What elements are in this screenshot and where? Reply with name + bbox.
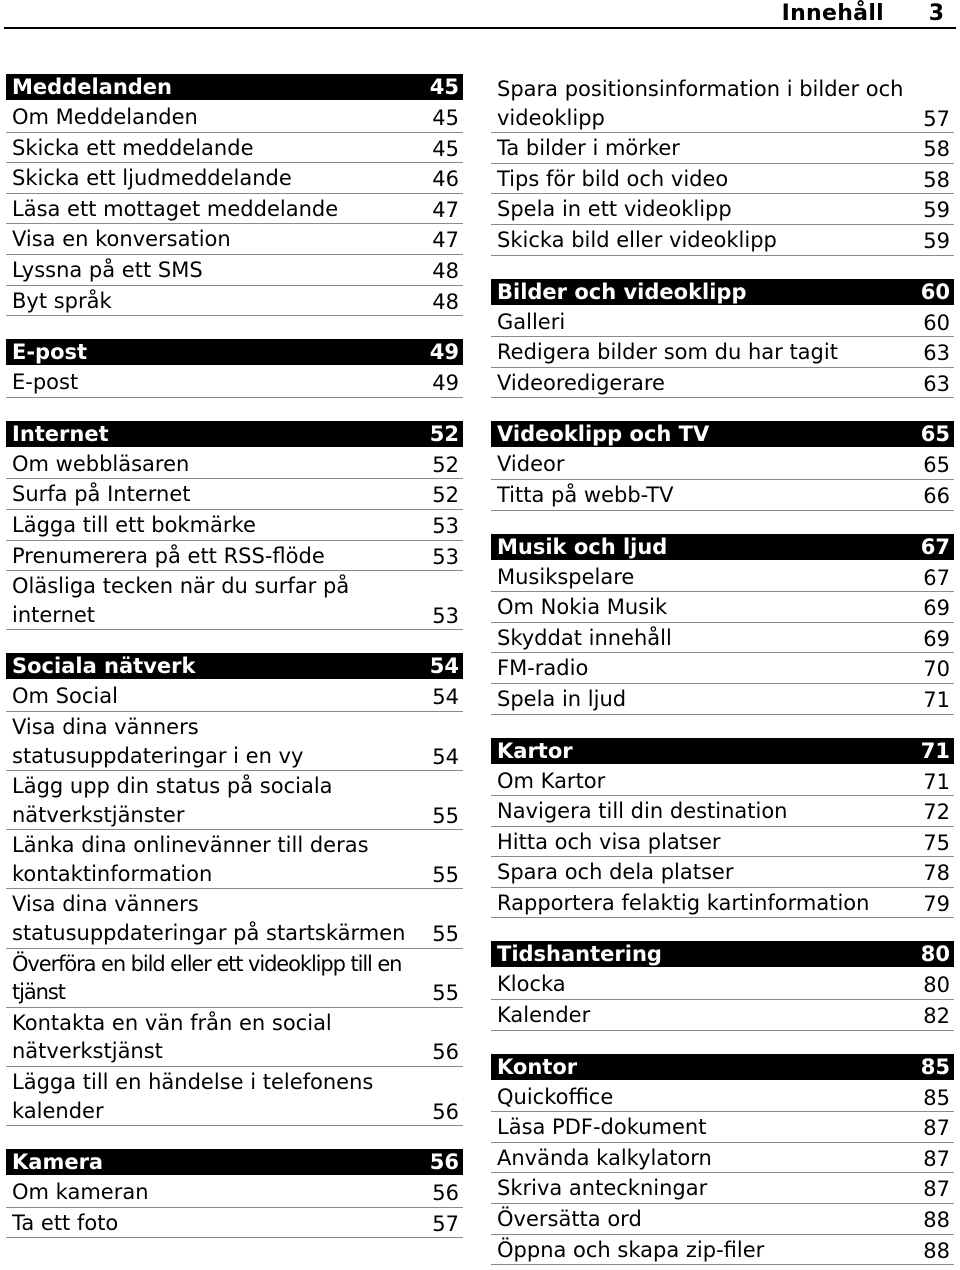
toc-entry[interactable]: [6, 890, 463, 948]
entry-page: 88: [923, 1238, 950, 1263]
entry-title: Ta bilder i mörker: [497, 136, 680, 161]
entry-title: Om webbläsaren: [12, 451, 190, 476]
toc-entry[interactable]: [491, 1144, 954, 1174]
page-title: Innehåll: [781, 1, 884, 26]
entry-page: 72: [923, 800, 950, 825]
entry-title: Lägg upp din status på sociala nätverkstjänster: [12, 774, 333, 827]
entry-title: E-post: [12, 370, 79, 395]
entry-title: Spela in ljud: [497, 686, 627, 711]
toc-entry[interactable]: [491, 593, 954, 623]
section-title: Sociala nätverk: [12, 654, 196, 679]
entry-title: Visa dina vänners statusuppdateringar i en vy: [12, 714, 304, 768]
toc-entry[interactable]: [491, 75, 954, 133]
entry-title: Spara och dela platser: [497, 860, 734, 885]
entry-page: 88: [923, 1208, 950, 1233]
entry-title: Om kameran: [12, 1180, 149, 1205]
entry-page: 49: [432, 371, 459, 396]
toc-entry[interactable]: [491, 828, 954, 858]
toc-entry[interactable]: [491, 1113, 954, 1143]
entry-page: 57: [923, 106, 950, 131]
entry-title: Öppna och skapa zip-filer: [497, 1237, 765, 1262]
toc-entry[interactable]: [6, 572, 463, 630]
section-page: 67: [920, 534, 950, 559]
entry-page: 82: [923, 1004, 950, 1029]
toc-entry[interactable]: [491, 970, 954, 1000]
entry-page: 55: [432, 922, 459, 947]
toc-entry[interactable]: [6, 368, 463, 398]
entry-title: Hitta och visa platser: [497, 829, 721, 854]
toc-entry[interactable]: [491, 226, 954, 256]
toc-entry[interactable]: [491, 369, 954, 399]
entry-title: Skicka ett ljudmeddelande: [12, 166, 292, 191]
entry-page: 71: [923, 687, 950, 712]
toc-entry[interactable]: [6, 1009, 463, 1067]
toc-section-musik-och-ljud: [491, 534, 954, 715]
entry-title: Om Kartor: [497, 768, 606, 793]
toc-entry[interactable]: [491, 481, 954, 511]
toc-entry[interactable]: [491, 1205, 954, 1235]
entry-page: 55: [432, 981, 459, 1006]
entry-page: 70: [923, 657, 950, 682]
entry-title: Skicka bild eller videoklipp: [497, 227, 777, 252]
entry-title: Kalender: [497, 1003, 591, 1028]
entry-title: Rapportera felaktig kartinformation: [497, 890, 870, 915]
toc-entry[interactable]: [491, 338, 954, 368]
entry-title: Skyddat innehåll: [497, 625, 672, 650]
entry-title: Surfa på Internet: [12, 482, 191, 507]
entry-title: Om Meddelanden: [12, 105, 198, 129]
toc-entry[interactable]: [491, 1236, 954, 1266]
entry-title: Kontakta en vän från en social nätverkstjänst: [12, 1010, 332, 1064]
section-heading[interactable]: [491, 534, 954, 560]
toc-section-kamera: [6, 1149, 463, 1238]
entry-title: Läsa PDF-dokument: [497, 1115, 707, 1140]
toc-entry[interactable]: [6, 831, 463, 889]
section-heading[interactable]: [491, 941, 954, 967]
entry-title: Lägga till en händelse i telefonens kalender: [12, 1070, 374, 1123]
toc-entry[interactable]: [6, 1178, 463, 1208]
entry-title: Klocka: [497, 972, 566, 997]
entry-title: Skriva anteckningar: [497, 1176, 708, 1201]
entry-page: 46: [432, 167, 459, 192]
entry-page: 53: [432, 544, 459, 569]
entry-page: 45: [432, 136, 459, 161]
toc-entry[interactable]: [6, 103, 463, 133]
toc-entry[interactable]: [491, 1083, 954, 1113]
toc-section-continued: [491, 75, 954, 256]
entry-page: 67: [923, 565, 950, 590]
entry-page: 55: [432, 862, 459, 887]
toc-entry[interactable]: [491, 654, 954, 684]
section-heading[interactable]: [6, 1149, 463, 1175]
toc-entry[interactable]: [6, 542, 463, 572]
toc-entry[interactable]: [491, 797, 954, 827]
toc-entry[interactable]: [6, 950, 463, 1008]
entry-page: 59: [923, 228, 950, 253]
section-heading[interactable]: [6, 339, 463, 365]
entry-title: Navigera till din destination: [497, 799, 788, 824]
entry-title: Ta ett foto: [12, 1210, 119, 1235]
toc-entry[interactable]: [6, 256, 463, 286]
entry-title: Quickoffice: [497, 1084, 614, 1109]
entry-page: 63: [923, 371, 950, 396]
toc-entry[interactable]: [491, 195, 954, 225]
entry-page: 54: [432, 685, 459, 710]
entry-page: 56: [432, 1181, 459, 1206]
entry-title: Prenumerera på ett RSS-flöde: [12, 543, 325, 568]
section-page: 60: [920, 279, 950, 304]
toc-entry[interactable]: [6, 225, 463, 255]
section-page: 65: [920, 422, 950, 447]
entry-title: Videor: [497, 452, 565, 477]
page-header: [4, 0, 956, 29]
entry-page: 60: [923, 310, 950, 335]
entry-page: 56: [432, 1040, 459, 1065]
toc-entry[interactable]: [491, 858, 954, 888]
toc-section-bilder-och-videoklipp: [491, 279, 954, 399]
toc-entry[interactable]: [491, 767, 954, 797]
entry-title: FM-radio: [497, 656, 589, 681]
section-title: E-post: [12, 340, 88, 365]
entry-page: 69: [923, 626, 950, 651]
entry-title: Lyssna på ett SMS: [12, 257, 203, 282]
toc-section-internet: [6, 421, 463, 631]
entry-page: 45: [432, 106, 459, 130]
toc-section-kontor: [491, 1054, 954, 1266]
toc-entry[interactable]: [6, 287, 463, 317]
toc-entry[interactable]: [6, 1068, 463, 1126]
toc-entry[interactable]: [6, 164, 463, 194]
entry-page: 87: [923, 1146, 950, 1171]
entry-page: 85: [923, 1085, 950, 1110]
toc-entry[interactable]: [491, 563, 954, 593]
section-page: 71: [920, 738, 950, 763]
toc-entry[interactable]: [6, 1209, 463, 1239]
section-heading[interactable]: [491, 738, 954, 764]
entry-title: Musikspelare: [497, 564, 635, 589]
entry-title: Om Nokia Musik: [497, 595, 668, 620]
entry-page: 58: [923, 167, 950, 192]
toc-entry[interactable]: [491, 624, 954, 654]
entry-page: 59: [923, 198, 950, 223]
section-title: Internet: [12, 421, 109, 446]
section-title: Bilder och videoklipp: [497, 279, 747, 304]
entry-title: Spara positionsinformation i bilder och videoklipp: [497, 77, 904, 130]
page-number: 3: [928, 1, 944, 26]
toc-entry[interactable]: [6, 134, 463, 164]
section-title: Kontor: [497, 1054, 578, 1079]
section-title: Kamera: [12, 1150, 104, 1175]
toc-entry[interactable]: [491, 308, 954, 338]
entry-page: 58: [923, 137, 950, 162]
section-page: 56: [429, 1150, 459, 1175]
section-page: 49: [429, 340, 459, 365]
entry-title: Om Social: [12, 684, 118, 709]
entry-title: Länka dina onlinevänner till deras kontaktinformation: [12, 833, 369, 886]
section-title: Meddelanden: [12, 75, 172, 99]
section-title: Musik och ljud: [497, 534, 668, 559]
entry-page: 53: [432, 513, 459, 538]
toc-entry[interactable]: [491, 165, 954, 195]
toc-section-e-post: [6, 339, 463, 398]
entry-title: Galleri: [497, 309, 566, 334]
section-heading[interactable]: [491, 1054, 954, 1080]
toc-entry[interactable]: [6, 772, 463, 830]
entry-title: Lägga till ett bokmärke: [12, 512, 256, 537]
entry-page: 47: [432, 197, 459, 222]
toc-section-kartor: [491, 738, 954, 919]
entry-page: 52: [432, 452, 459, 477]
entry-title: Byt språk: [12, 288, 112, 313]
entry-title: Oläsliga tecken när du surfar på internet: [12, 574, 350, 627]
entry-title: Titta på webb-TV: [497, 482, 674, 507]
toc-entry[interactable]: [6, 480, 463, 510]
section-title: Videoklipp och TV: [497, 422, 710, 447]
section-page: 80: [920, 942, 950, 967]
section-heading[interactable]: [6, 653, 463, 679]
toc-entry[interactable]: [6, 713, 463, 771]
entry-title: Läsa ett mottaget meddelande: [12, 196, 339, 221]
entry-title: Videoredigerare: [497, 370, 665, 395]
entry-page: 65: [923, 453, 950, 478]
toc-entry[interactable]: [491, 450, 954, 480]
section-heading[interactable]: [6, 74, 463, 100]
toc-entry[interactable]: [6, 511, 463, 541]
entry-title: Tips för bild och video: [497, 166, 729, 191]
toc-entry[interactable]: [6, 682, 463, 712]
entry-page: 63: [923, 341, 950, 366]
toc-section-meddelanden: [6, 74, 463, 316]
entry-title: Översätta ord: [497, 1207, 642, 1232]
toc-section-tidshantering: [491, 941, 954, 1030]
entry-title: Spela in ett videoklipp: [497, 197, 732, 222]
toc-entry[interactable]: [6, 450, 463, 480]
toc-entry[interactable]: [491, 134, 954, 164]
section-page: 45: [429, 75, 459, 99]
entry-page: 69: [923, 596, 950, 621]
entry-title: Redigera bilder som du har tagit: [497, 340, 838, 365]
entry-title: Skicka ett meddelande: [12, 135, 254, 160]
entry-page: 55: [432, 803, 459, 828]
entry-page: 87: [923, 1116, 950, 1141]
entry-title: Använda kalkylatorn: [497, 1145, 712, 1170]
toc-entry[interactable]: [6, 195, 463, 225]
entry-page: 52: [432, 483, 459, 508]
toc-entry[interactable]: [491, 889, 954, 919]
toc-section-videoklipp-och-tv: [491, 421, 954, 510]
section-title: Tidshantering: [497, 942, 662, 967]
entry-page: 48: [432, 289, 459, 314]
toc-left-column: [6, 74, 463, 1238]
toc-entry[interactable]: [491, 685, 954, 715]
entry-page: 87: [923, 1177, 950, 1202]
section-page: 52: [429, 421, 459, 446]
toc-section-sociala-natverk: [6, 653, 463, 1126]
entry-title: Visa dina vänners statusuppdateringar på startskärmen: [12, 892, 406, 946]
entry-page: 71: [923, 769, 950, 794]
entry-page: 48: [432, 258, 459, 283]
section-page: 54: [429, 654, 459, 679]
section-heading[interactable]: [6, 421, 463, 447]
section-title: Kartor: [497, 738, 573, 763]
section-heading[interactable]: [491, 279, 954, 305]
entry-title: Visa en konversation: [12, 227, 231, 252]
section-heading[interactable]: [491, 421, 954, 447]
entry-page: 53: [432, 603, 459, 628]
toc-right-column: [491, 74, 954, 1265]
entry-title: Överföra en bild eller ett videoklipp till en tjänst: [12, 951, 402, 1005]
entry-page: 56: [432, 1099, 459, 1124]
section-page: 85: [920, 1054, 950, 1079]
entry-page: 57: [432, 1211, 459, 1236]
entry-page: 80: [923, 973, 950, 998]
entry-page: 79: [923, 891, 950, 916]
entry-page: 54: [432, 744, 459, 769]
toc-entry[interactable]: [491, 1174, 954, 1204]
entry-page: 75: [923, 830, 950, 855]
toc-entry[interactable]: [491, 1001, 954, 1031]
entry-page: 78: [923, 861, 950, 886]
entry-page: 47: [432, 228, 459, 253]
entry-page: 66: [923, 483, 950, 508]
